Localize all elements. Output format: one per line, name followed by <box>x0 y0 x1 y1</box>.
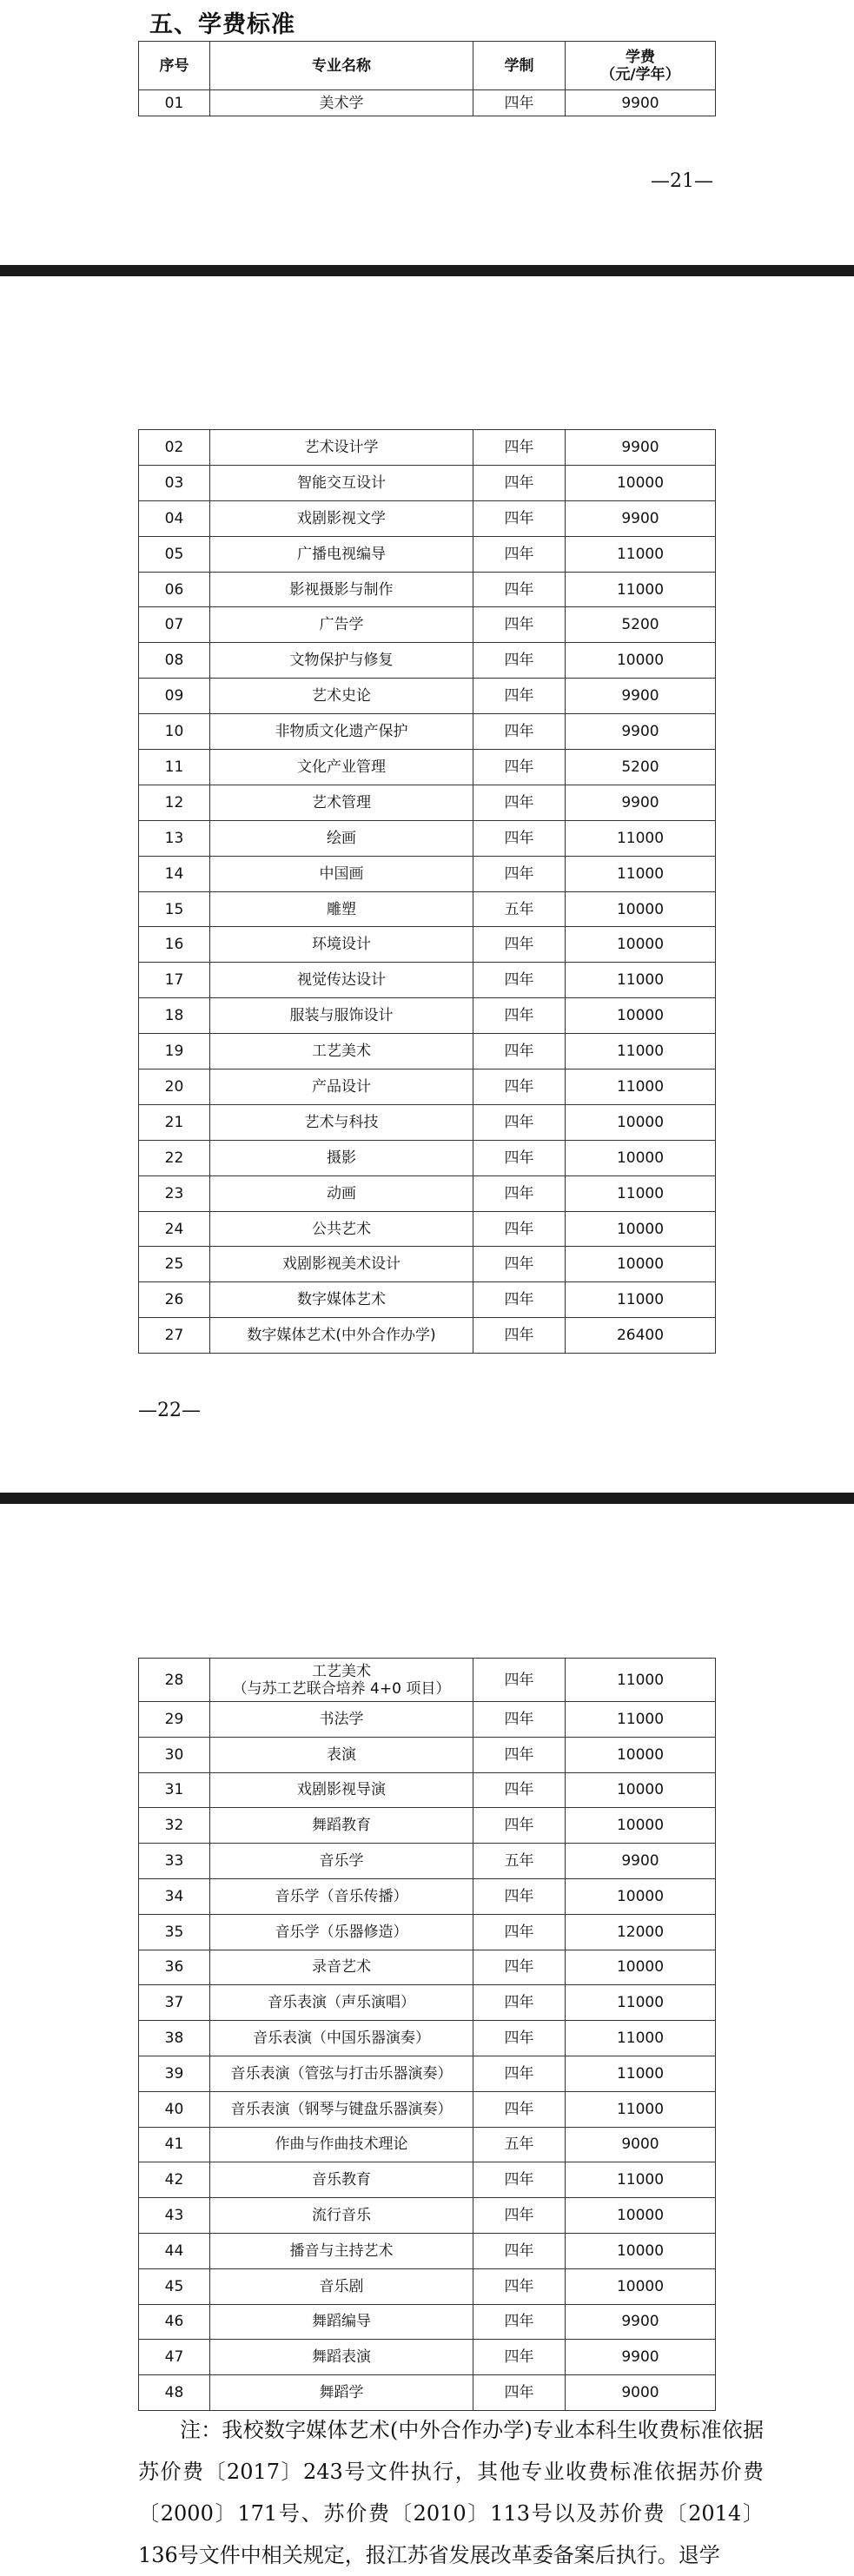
cell-years: 四年 <box>473 927 566 963</box>
cell-no: 01 <box>139 90 210 116</box>
cell-fee: 26400 <box>566 1318 716 1354</box>
cell-fee: 9900 <box>566 500 716 536</box>
cell-fee: 5200 <box>566 750 716 785</box>
cell-fee: 11000 <box>566 2162 716 2198</box>
table-row <box>139 2375 716 2411</box>
cell-no: 26 <box>139 1282 210 1318</box>
cell-major: 影视摄影与制作 <box>210 572 473 607</box>
cell-fee: 10000 <box>566 998 716 1034</box>
table-row <box>139 500 716 536</box>
cell-major: 艺术设计学 <box>210 430 473 466</box>
table-row <box>139 643 716 679</box>
table-row <box>139 1772 716 1808</box>
cell-years: 四年 <box>473 90 566 116</box>
cell-no: 37 <box>139 1985 210 2021</box>
cell-major: 音乐教育 <box>210 2162 473 2198</box>
cell-major: 雕塑 <box>210 891 473 927</box>
cell-major: 绘画 <box>210 820 473 856</box>
cell-major: 非物质文化遗产保护 <box>210 714 473 750</box>
table-row <box>139 1175 716 1211</box>
cell-fee: 11000 <box>566 2056 716 2091</box>
cell-years: 四年 <box>473 1808 566 1844</box>
table-row <box>139 536 716 572</box>
cell-years: 四年 <box>473 856 566 891</box>
cell-major: 音乐学（音乐传播） <box>210 1878 473 1914</box>
table-row <box>139 1985 716 2021</box>
table-body-page3 <box>139 1659 716 2411</box>
table-row <box>139 998 716 1034</box>
cell-years: 四年 <box>473 2021 566 2056</box>
cell-fee: 11000 <box>566 820 716 856</box>
cell-major: 艺术史论 <box>210 679 473 714</box>
cell-major: 中国画 <box>210 856 473 891</box>
table-header-row <box>139 42 716 90</box>
table-row <box>139 607 716 643</box>
table-row <box>139 1247 716 1282</box>
cell-major: 广告学 <box>210 607 473 643</box>
table-row <box>139 1914 716 1950</box>
cell-years: 四年 <box>473 572 566 607</box>
cell-no: 21 <box>139 1104 210 1140</box>
header-fee-line1: 学费 <box>626 48 655 66</box>
table-row <box>139 2268 716 2304</box>
cell-years: 四年 <box>473 2304 566 2340</box>
cell-no: 31 <box>139 1772 210 1808</box>
cell-no: 47 <box>139 2340 210 2375</box>
cell-major: 服装与服饰设计 <box>210 998 473 1034</box>
cell-years: 四年 <box>473 1914 566 1950</box>
table-row <box>139 1318 716 1354</box>
cell-no: 33 <box>139 1844 210 1879</box>
cell-no: 05 <box>139 536 210 572</box>
cell-years: 四年 <box>473 430 566 466</box>
cell-fee: 11000 <box>566 1069 716 1105</box>
table-row <box>139 1737 716 1772</box>
table-row <box>139 1878 716 1914</box>
table-row <box>139 927 716 963</box>
cell-fee: 11000 <box>566 1702 716 1738</box>
cell-years: 四年 <box>473 2091 566 2127</box>
fee-table-part2 <box>138 429 716 1354</box>
cell-no: 10 <box>139 714 210 750</box>
cell-no: 45 <box>139 2268 210 2304</box>
table-row <box>139 2198 716 2234</box>
cell-no: 18 <box>139 998 210 1034</box>
cell-fee: 9900 <box>566 679 716 714</box>
cell-no: 25 <box>139 1247 210 1282</box>
cell-fee: 9900 <box>566 714 716 750</box>
cell-fee: 11000 <box>566 536 716 572</box>
cell-major: 产品设计 <box>210 1069 473 1105</box>
cell-years: 四年 <box>473 820 566 856</box>
cell-no: 17 <box>139 963 210 998</box>
cell-years: 四年 <box>473 998 566 1034</box>
cell-fee: 9900 <box>566 90 716 116</box>
cell-major: 环境设计 <box>210 927 473 963</box>
table-row <box>139 1844 716 1879</box>
cell-years: 四年 <box>473 1140 566 1175</box>
cell-fee: 11000 <box>566 963 716 998</box>
cell-years: 四年 <box>473 1950 566 1985</box>
cell-major: 舞蹈学 <box>210 2375 473 2411</box>
cell-no: 41 <box>139 2127 210 2162</box>
table-row <box>139 750 716 785</box>
cell-major: 数字媒体艺术 <box>210 1282 473 1318</box>
cell-no: 16 <box>139 927 210 963</box>
cell-years: 四年 <box>473 1282 566 1318</box>
cell-years: 四年 <box>473 2162 566 2198</box>
table-row <box>139 2021 716 2056</box>
cell-fee: 11000 <box>566 1659 716 1702</box>
cell-years: 四年 <box>473 2375 566 2411</box>
cell-no: 40 <box>139 2091 210 2127</box>
cell-years: 四年 <box>473 2198 566 2234</box>
cell-fee: 10000 <box>566 1808 716 1844</box>
cell-major: 工艺美术 （与苏工艺联合培养 4+0 项目） <box>210 1659 473 1702</box>
cell-fee: 11000 <box>566 2091 716 2127</box>
table-row <box>139 785 716 820</box>
table-row <box>139 820 716 856</box>
cell-major: 艺术与科技 <box>210 1104 473 1140</box>
table-row <box>139 1034 716 1069</box>
cell-no: 39 <box>139 2056 210 2091</box>
cell-no: 02 <box>139 430 210 466</box>
cell-years: 四年 <box>473 1175 566 1211</box>
cell-fee: 9000 <box>566 2375 716 2411</box>
cell-fee: 11000 <box>566 572 716 607</box>
cell-no: 22 <box>139 1140 210 1175</box>
table-row <box>139 891 716 927</box>
section-heading: 五、学费标准 <box>149 11 295 38</box>
cell-no: 34 <box>139 1878 210 1914</box>
table-row <box>139 1140 716 1175</box>
cell-major: 播音与主持艺术 <box>210 2233 473 2268</box>
table-row <box>139 1659 716 1702</box>
cell-years: 四年 <box>473 1069 566 1105</box>
cell-major: 戏剧影视导演 <box>210 1772 473 1808</box>
cell-years: 四年 <box>473 1104 566 1140</box>
cell-years: 四年 <box>473 1772 566 1808</box>
cell-fee: 10000 <box>566 1140 716 1175</box>
cell-no: 24 <box>139 1211 210 1247</box>
table-row <box>139 1702 716 1738</box>
cell-no: 28 <box>139 1659 210 1702</box>
cell-no: 23 <box>139 1175 210 1211</box>
cell-major: 舞蹈表演 <box>210 2340 473 2375</box>
cell-years: 四年 <box>473 465 566 500</box>
cell-major: 数字媒体艺术(中外合作办学) <box>210 1318 473 1354</box>
cell-years: 四年 <box>473 1659 566 1702</box>
cell-no: 46 <box>139 2304 210 2340</box>
cell-fee: 11000 <box>566 1985 716 2021</box>
cell-no: 19 <box>139 1034 210 1069</box>
cell-years: 四年 <box>473 607 566 643</box>
cell-years: 四年 <box>473 785 566 820</box>
cell-no: 12 <box>139 785 210 820</box>
table-row <box>139 963 716 998</box>
cell-fee: 10000 <box>566 643 716 679</box>
cell-major: 音乐表演（钢琴与键盘乐器演奏） <box>210 2091 473 2127</box>
page-divider <box>0 265 854 276</box>
cell-fee: 9000 <box>566 2127 716 2162</box>
cell-fee: 10000 <box>566 1878 716 1914</box>
cell-major: 文化产业管理 <box>210 750 473 785</box>
cell-years: 四年 <box>473 536 566 572</box>
cell-major: 戏剧影视美术设计 <box>210 1247 473 1282</box>
cell-no: 29 <box>139 1702 210 1738</box>
cell-years: 五年 <box>473 2127 566 2162</box>
fee-table-part3 <box>138 1658 716 2411</box>
cell-years: 五年 <box>473 1844 566 1879</box>
table-row <box>139 1211 716 1247</box>
cell-fee: 11000 <box>566 856 716 891</box>
cell-years: 四年 <box>473 2340 566 2375</box>
cell-no: 07 <box>139 607 210 643</box>
cell-no: 27 <box>139 1318 210 1354</box>
cell-major: 摄影 <box>210 1140 473 1175</box>
cell-years: 四年 <box>473 679 566 714</box>
cell-years: 四年 <box>473 643 566 679</box>
table-row <box>139 2233 716 2268</box>
cell-no: 04 <box>139 500 210 536</box>
cell-fee: 10000 <box>566 2268 716 2304</box>
cell-years: 四年 <box>473 500 566 536</box>
page-number: —22— <box>138 1400 201 1421</box>
table-row <box>139 465 716 500</box>
cell-fee: 9900 <box>566 1844 716 1879</box>
cell-major: 音乐学（乐器修造） <box>210 1914 473 1950</box>
page-divider <box>0 1493 854 1504</box>
cell-years: 四年 <box>473 1702 566 1738</box>
cell-major: 书法学 <box>210 1702 473 1738</box>
table-row <box>139 2162 716 2198</box>
cell-fee: 10000 <box>566 891 716 927</box>
cell-fee: 5200 <box>566 607 716 643</box>
cell-years: 四年 <box>473 1878 566 1914</box>
table-row <box>139 1104 716 1140</box>
cell-no: 36 <box>139 1950 210 1985</box>
cell-fee: 10000 <box>566 927 716 963</box>
cell-no: 42 <box>139 2162 210 2198</box>
table-body-page2 <box>139 430 716 1354</box>
cell-major: 公共艺术 <box>210 1211 473 1247</box>
cell-fee: 9900 <box>566 785 716 820</box>
cell-no: 13 <box>139 820 210 856</box>
cell-years: 四年 <box>473 1211 566 1247</box>
table-row <box>139 1808 716 1844</box>
table-row <box>139 679 716 714</box>
cell-fee: 10000 <box>566 1737 716 1772</box>
cell-years: 四年 <box>473 714 566 750</box>
header-major: 专业名称 <box>210 42 473 90</box>
table-body-page1 <box>139 90 716 116</box>
cell-no: 43 <box>139 2198 210 2234</box>
table-row <box>139 1069 716 1105</box>
cell-major: 文物保护与修复 <box>210 643 473 679</box>
cell-major: 表演 <box>210 1737 473 1772</box>
cell-years: 四年 <box>473 1737 566 1772</box>
table-row <box>139 2304 716 2340</box>
cell-years: 四年 <box>473 2233 566 2268</box>
footnote: 注：我校数字媒体艺术(中外合作办学)专业本科生收费标准依据苏价费〔2017〕243号文件执行，其他专业收费标准依据苏价费〔2000〕171号、苏价费〔2010〕113号以及苏价费〔2014〕136号文件中相关规定，报江苏省发展改革委备案后执行。退学 <box>138 2418 764 2567</box>
cell-major: 流行音乐 <box>210 2198 473 2234</box>
cell-years: 四年 <box>473 1034 566 1069</box>
cell-no: 08 <box>139 643 210 679</box>
cell-major: 工艺美术 <box>210 1034 473 1069</box>
cell-major: 作曲与作曲技术理论 <box>210 2127 473 2162</box>
page-number: —21— <box>651 170 713 192</box>
cell-major: 艺术管理 <box>210 785 473 820</box>
cell-no: 03 <box>139 465 210 500</box>
cell-fee: 10000 <box>566 465 716 500</box>
cell-fee: 10000 <box>566 1772 716 1808</box>
cell-no: 11 <box>139 750 210 785</box>
cell-no: 06 <box>139 572 210 607</box>
cell-years: 四年 <box>473 1985 566 2021</box>
cell-major: 音乐剧 <box>210 2268 473 2304</box>
cell-major: 音乐表演（声乐演唱） <box>210 1985 473 2021</box>
table-row <box>139 1950 716 1985</box>
header-fee-line2: （元/学年） <box>600 65 680 83</box>
table-row <box>139 2091 716 2127</box>
cell-fee: 9900 <box>566 430 716 466</box>
cell-fee: 9900 <box>566 2340 716 2375</box>
header-no: 序号 <box>139 42 210 90</box>
cell-fee: 10000 <box>566 1104 716 1140</box>
cell-major: 舞蹈教育 <box>210 1808 473 1844</box>
cell-years: 四年 <box>473 1318 566 1354</box>
cell-major: 录音艺术 <box>210 1950 473 1985</box>
cell-major: 视觉传达设计 <box>210 963 473 998</box>
table-row <box>139 2127 716 2162</box>
cell-no: 38 <box>139 2021 210 2056</box>
cell-fee: 11000 <box>566 1175 716 1211</box>
cell-major: 音乐表演（中国乐器演奏） <box>210 2021 473 2056</box>
table-row <box>139 90 716 116</box>
table-row <box>139 2340 716 2375</box>
cell-major: 美术学 <box>210 90 473 116</box>
cell-years: 四年 <box>473 750 566 785</box>
cell-fee: 10000 <box>566 2233 716 2268</box>
cell-years: 四年 <box>473 2268 566 2304</box>
table-row <box>139 714 716 750</box>
cell-years: 五年 <box>473 891 566 927</box>
header-fee <box>566 42 716 90</box>
table-row <box>139 1282 716 1318</box>
cell-major: 舞蹈编导 <box>210 2304 473 2340</box>
table-row <box>139 430 716 466</box>
cell-no: 15 <box>139 891 210 927</box>
cell-no: 20 <box>139 1069 210 1105</box>
cell-major: 动画 <box>210 1175 473 1211</box>
cell-major: 智能交互设计 <box>210 465 473 500</box>
table-row <box>139 2056 716 2091</box>
cell-major: 音乐表演（管弦与打击乐器演奏） <box>210 2056 473 2091</box>
cell-fee: 11000 <box>566 1034 716 1069</box>
cell-fee: 11000 <box>566 2021 716 2056</box>
cell-years: 四年 <box>473 2056 566 2091</box>
cell-major: 广播电视编导 <box>210 536 473 572</box>
cell-fee: 10000 <box>566 1211 716 1247</box>
cell-fee: 12000 <box>566 1914 716 1950</box>
cell-no: 35 <box>139 1914 210 1950</box>
cell-no: 48 <box>139 2375 210 2411</box>
table-row <box>139 572 716 607</box>
cell-fee: 11000 <box>566 1282 716 1318</box>
cell-fee: 10000 <box>566 1950 716 1985</box>
cell-no: 44 <box>139 2233 210 2268</box>
cell-no: 14 <box>139 856 210 891</box>
cell-major: 音乐学 <box>210 1844 473 1879</box>
cell-years: 四年 <box>473 963 566 998</box>
cell-years: 四年 <box>473 1247 566 1282</box>
cell-fee: 9900 <box>566 2304 716 2340</box>
table-row <box>139 856 716 891</box>
cell-fee: 10000 <box>566 1247 716 1282</box>
cell-no: 30 <box>139 1737 210 1772</box>
cell-no: 09 <box>139 679 210 714</box>
cell-major: 戏剧影视文学 <box>210 500 473 536</box>
cell-no: 32 <box>139 1808 210 1844</box>
cell-fee: 10000 <box>566 2198 716 2234</box>
fee-table-part1 <box>138 41 716 116</box>
header-years: 学制 <box>473 42 566 90</box>
